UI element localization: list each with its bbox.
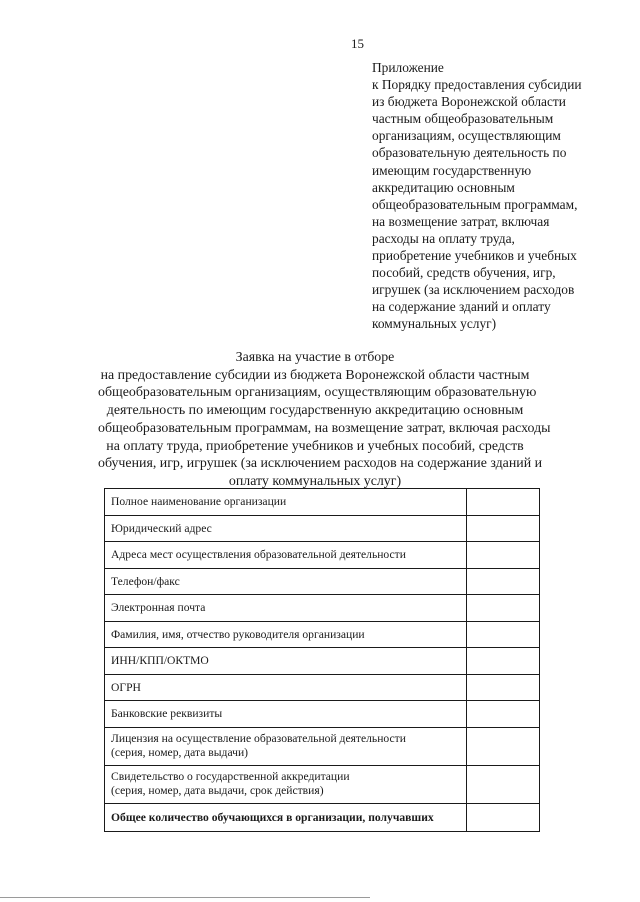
table-row [105,648,540,675]
table-row [105,542,540,569]
table-row [105,803,540,831]
page-number: 15 [351,36,364,51]
row-label [105,765,467,803]
application-form-table [104,488,540,832]
appendix-line: Приложение [372,60,444,75]
row-label-text: Фамилия, имя, отчество руководителя организации [111,627,365,641]
row-label [105,568,467,595]
appendix-line: пособий, средств обучения, игр, [372,265,556,281]
appendix-line: игрушек (за исключением расходов [372,282,575,298]
appendix-line: приобретение учебников и учебных [372,248,577,264]
row-label-text: Юридический адрес [111,521,212,535]
row-label [105,803,467,831]
table-row [105,489,540,516]
row-label [105,621,467,648]
appendix-line: к Порядку предоставления субсидии [372,77,582,93]
appendix-line: общеобразовательным программам, [372,196,578,212]
row-sublabel-text: (серия, номер, дата выдачи) [111,746,249,759]
title-line: обучения, игр, игрушек (за исключением расходов на содержание зданий и [98,456,543,472]
title-line: оплату коммунальных услуг) [228,473,402,489]
table-row [105,568,540,595]
row-label [105,542,467,569]
application-title [98,349,551,491]
table-row [105,701,540,728]
row-label-text: Телефон/факс [111,574,180,588]
appendix-line: из бюджета Воронежской области [372,94,566,110]
row-value-cell[interactable] [467,568,540,595]
row-label-text: Банковские реквизиты [111,707,223,721]
row-value-cell[interactable] [467,648,540,675]
row-label-text: ОГРН [111,680,141,694]
row-label [105,674,467,701]
appendix-line: на содержание зданий и оплату [372,299,551,315]
row-value-cell[interactable] [467,803,540,831]
appendix-line: на возмещение затрат, включая [372,213,550,229]
title-line: общеобразовательным программам, на возмещение затрат, включая расходы [98,420,551,436]
row-label-text: Общее количество обучающихся в организации, получавших [111,810,434,824]
appendix-line: образовательную деятельность по [372,145,567,161]
appendix-header [372,59,634,333]
table-row [105,727,540,765]
row-label [105,515,467,542]
row-label [105,595,467,622]
title-line: общеобразовательным организациям, осуществляющим образовательную [98,385,537,401]
table-row [105,765,540,803]
title-line: деятельность по имеющим государственную аккредитацию основным [106,403,524,419]
appendix-line: расходы на оплату труда, [372,230,515,246]
title-line: на оплату труда, приобретение учебников и учебных пособий, средств [106,438,524,454]
row-value-cell[interactable] [467,621,540,648]
row-value-cell[interactable] [467,489,540,516]
table-row [105,674,540,701]
row-value-cell[interactable] [467,765,540,803]
row-label-text: Лицензия на осуществление образовательной деятельности [111,732,406,745]
row-label-text: Полное наименование организации [111,495,287,509]
row-label [105,701,467,728]
row-value-cell[interactable] [467,727,540,765]
row-value-cell[interactable] [467,595,540,622]
row-value-cell[interactable] [467,542,540,569]
appendix-line: аккредитацию основным [372,179,515,195]
row-label-text: Электронная почта [111,601,206,615]
appendix-line: имеющим государственную [372,162,532,178]
row-label [105,489,467,516]
row-value-cell[interactable] [467,674,540,701]
row-label-text: Свидетельство о государственной аккредитации [111,770,350,783]
appendix-line: организациям, осуществляющим [372,128,561,144]
appendix-line: коммунальных услуг) [372,316,497,332]
scan-edge-line [0,897,370,898]
row-value-cell[interactable] [467,515,540,542]
row-label [105,648,467,675]
table-row [105,621,540,648]
row-value-cell[interactable] [467,701,540,728]
table-row [105,515,540,542]
row-label [105,727,467,765]
row-sublabel-text: (серия, номер, дата выдачи, срок действия) [111,784,324,797]
row-label-text: Адреса мест осуществления образовательной деятельности [111,548,406,562]
row-label-text: ИНН/КПП/ОКТМО [111,654,209,668]
appendix-line: частным общеобразовательным [372,111,554,127]
title-line: на предоставление субсидии из бюджета Воронежской области частным [100,367,530,383]
title-line: Заявка на участие в отборе [235,350,395,365]
table-row [105,595,540,622]
